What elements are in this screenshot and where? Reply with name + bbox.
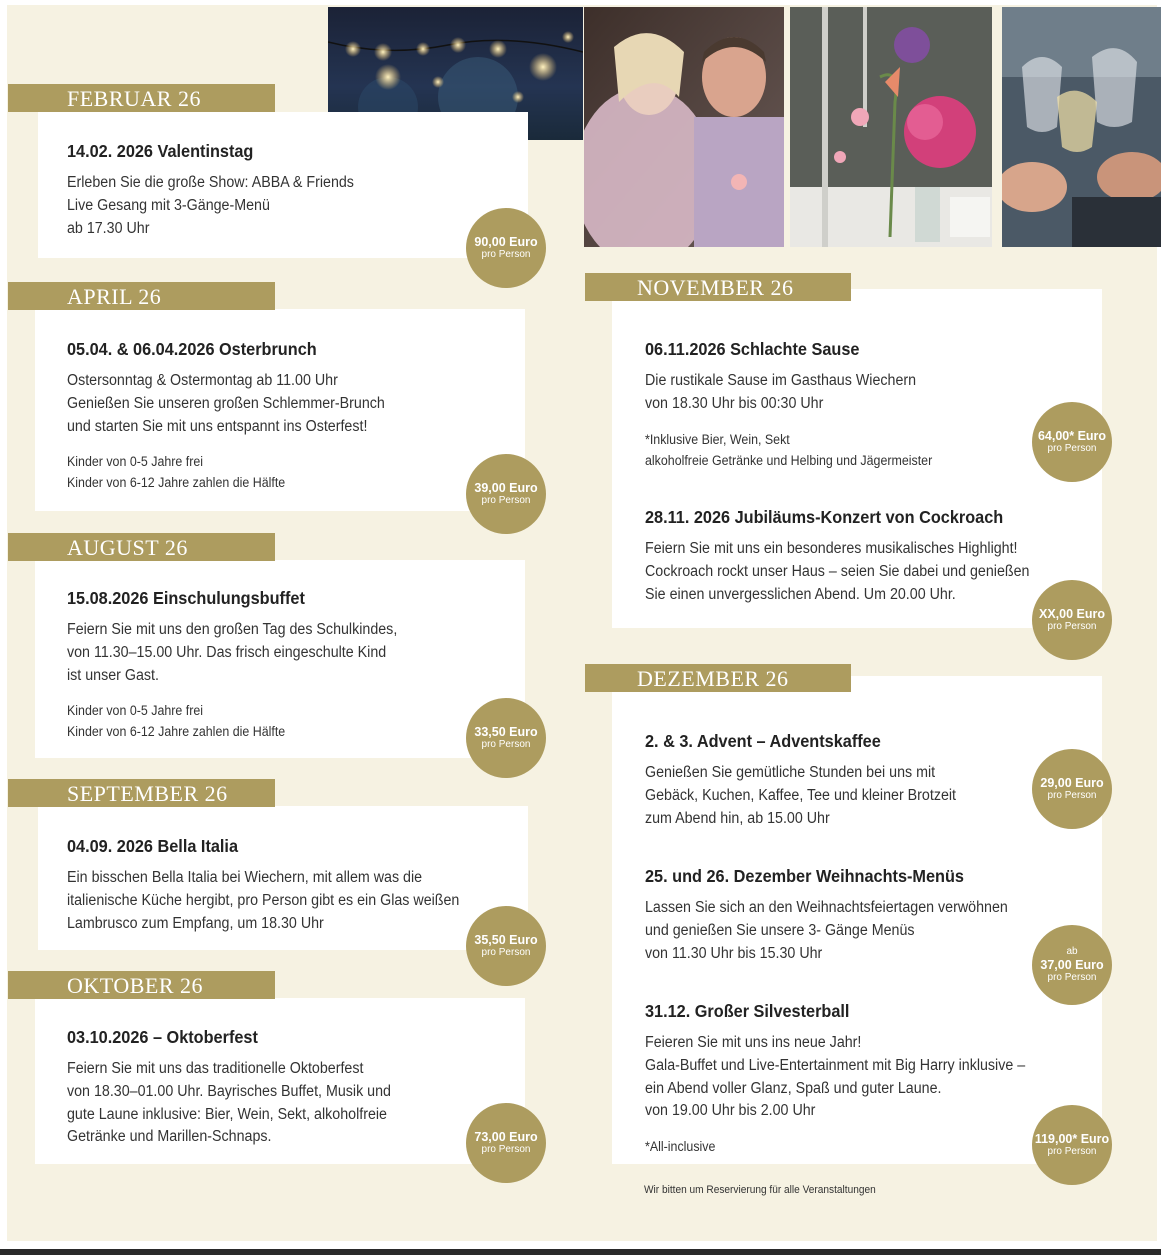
event-text: Lambrusco zum Empfang, um 18.30 Uhr bbox=[67, 914, 324, 932]
event-text: Die rustikale Sause im Gasthaus Wiechern bbox=[645, 372, 917, 389]
bottom-divider bbox=[0, 1249, 1161, 1255]
event-note: Kinder von 0-5 Jahre frei bbox=[67, 454, 204, 470]
price-badge-einschulungsbuffet bbox=[466, 698, 546, 778]
event-text: Gebäck, Kuchen, Kaffee, Tee und kleiner Brotzeit bbox=[645, 786, 957, 804]
event-title: 03.10.2026 – Oktoberfest bbox=[67, 1027, 258, 1047]
event-title: 2. & 3. Advent – Adventskaffee bbox=[645, 731, 881, 751]
month-banner-dezember: DEZEMBER 26 bbox=[585, 664, 851, 692]
price-amount: 29,00 Euro bbox=[1040, 776, 1104, 790]
event-title: 15.08.2026 Einschulungsbuffet bbox=[67, 588, 305, 608]
price-amount: 119,00* Euro bbox=[1034, 1132, 1110, 1146]
event-title: 25. und 26. Dezember Weihnachts-Menüs bbox=[645, 866, 964, 886]
event-valentinstag bbox=[67, 140, 379, 240]
month-banner-februar: FEBRUAR 26 bbox=[8, 84, 275, 112]
event-text: zum Abend hin, ab 15.00 Uhr bbox=[645, 809, 830, 827]
table-flowers-photo bbox=[790, 7, 992, 247]
event-text: und starten Sie mit uns entspannt ins Osterfest! bbox=[67, 417, 368, 435]
price-badge-silvesterball bbox=[1032, 1105, 1112, 1185]
price-per: pro Person bbox=[1047, 1146, 1097, 1157]
event-title: 31.12. Großer Silvesterball bbox=[645, 1001, 850, 1021]
price-amount: XX,00 Euro bbox=[1039, 607, 1105, 621]
event-note: alkoholfreie Getränke und Helbing und Jägermeister bbox=[645, 452, 933, 468]
event-osterbrunch bbox=[67, 338, 412, 493]
price-badge-bella-italia bbox=[466, 906, 546, 986]
event-text: Ein bisschen Bella Italia bei Wiechern, mit allem was die bbox=[67, 869, 423, 886]
event-text: Cockroach rockt unser Haus – seien Sie dabei und genießen bbox=[645, 562, 1030, 580]
price-amount: 35,50 Euro bbox=[474, 933, 538, 947]
price-per: pro Person bbox=[481, 495, 531, 506]
event-note: *All-inclusive bbox=[645, 1139, 716, 1155]
price-prefix: ab bbox=[1066, 946, 1078, 957]
price-amount: 64,00* Euro bbox=[1037, 429, 1107, 443]
event-title: 06.11.2026 Schlachte Sause bbox=[645, 339, 860, 359]
event-text: Feiern Sie mit uns das traditionelle Oktoberfest bbox=[67, 1060, 364, 1077]
month-banner-september: SEPTEMBER 26 bbox=[8, 779, 275, 807]
price-per: pro Person bbox=[481, 739, 531, 750]
event-text: Live Gesang mit 3-Gänge-Menü bbox=[67, 196, 270, 214]
event-silvesterball bbox=[645, 1000, 1058, 1157]
event-text: Feieren Sie mit uns ins neue Jahr! bbox=[645, 1034, 862, 1051]
month-banner-april: APRIL 26 bbox=[8, 282, 275, 310]
event-text: Lassen Sie sich an den Weihnachtsfeiertagen verwöhnen bbox=[645, 899, 1008, 916]
price-per: pro Person bbox=[1047, 790, 1097, 801]
event-text: ist unser Gast. bbox=[67, 666, 159, 684]
price-badge-weihnachts-menues bbox=[1032, 925, 1112, 1005]
event-text: und genießen Sie unsere 3- Gänge Menüs bbox=[645, 921, 915, 939]
event-text: von 19.00 Uhr bis 2.00 Uhr bbox=[645, 1102, 816, 1120]
price-badge-valentinstag bbox=[466, 208, 546, 288]
event-text: Genießen Sie unseren großen Schlemmer-Brunch bbox=[67, 394, 385, 412]
event-note: Kinder von 6-12 Jahre zahlen die Hälfte bbox=[67, 475, 286, 491]
price-per: pro Person bbox=[1047, 972, 1097, 983]
price-badge-adventskaffee bbox=[1032, 749, 1112, 829]
wedding-couple-photo bbox=[584, 7, 784, 247]
event-text: Getränke und Marillen-Schnaps. bbox=[67, 1128, 272, 1146]
event-note: Kinder von 6-12 Jahre zahlen die Hälfte bbox=[67, 724, 286, 740]
month-banner-oktober: OKTOBER 26 bbox=[8, 971, 275, 999]
price-per: pro Person bbox=[481, 249, 531, 260]
event-text: Ostersonntag & Ostermontag ab 11.00 Uhr bbox=[67, 372, 338, 389]
event-weihnachts-menues bbox=[645, 865, 1039, 965]
price-amount: 33,50 Euro bbox=[474, 725, 538, 739]
price-per: pro Person bbox=[481, 947, 531, 958]
event-text: ein Abend voller Glanz, Spaß und guter Laune. bbox=[645, 1079, 942, 1097]
price-per: pro Person bbox=[1047, 621, 1097, 632]
price-amount: 37,00 Euro bbox=[1040, 958, 1104, 972]
event-text: Sie einen unvergesslichen Abend. Um 20.00 Uhr. bbox=[645, 585, 956, 603]
event-title: 28.11. 2026 Jubiläums-Konzert von Cockroach bbox=[645, 507, 1004, 527]
month-banner-november: NOVEMBER 26 bbox=[585, 273, 851, 301]
price-badge-schlachte-sause bbox=[1032, 402, 1112, 482]
month-banner-august: AUGUST 26 bbox=[8, 533, 275, 561]
price-amount: 73,00 Euro bbox=[474, 1130, 538, 1144]
event-cockroach-konzert bbox=[645, 506, 1063, 606]
event-text: Erleben Sie die große Show: ABBA & Friends bbox=[67, 174, 354, 191]
event-adventskaffee bbox=[645, 730, 983, 830]
event-note: *Inklusive Bier, Wein, Sekt bbox=[645, 431, 790, 447]
event-note: Kinder von 0-5 Jahre frei bbox=[67, 703, 204, 719]
event-text: italienische Küche hergibt, pro Person gibt es ein Glas weißen bbox=[67, 891, 460, 909]
event-title: 04.09. 2026 Bella Italia bbox=[67, 836, 239, 856]
event-bella-italia bbox=[67, 835, 494, 935]
price-badge-oktoberfest bbox=[466, 1103, 546, 1183]
event-einschulungsbuffet bbox=[67, 587, 426, 742]
price-amount: 39,00 Euro bbox=[474, 481, 538, 495]
event-oktoberfest bbox=[67, 1026, 419, 1149]
price-badge-cockroach-konzert bbox=[1032, 580, 1112, 660]
event-text: von 18.30 Uhr bis 00:30 Uhr bbox=[645, 394, 824, 412]
event-text: ab 17.30 Uhr bbox=[67, 219, 150, 237]
event-text: von 11.30 Uhr bis 15.30 Uhr bbox=[645, 944, 823, 962]
event-title: 05.04. & 06.04.2026 Osterbrunch bbox=[67, 339, 317, 359]
event-text: Genießen Sie gemütliche Stunden bei uns mit bbox=[645, 764, 936, 781]
event-text: gute Laune inklusive: Bier, Wein, Sekt, alkoholfreie bbox=[67, 1105, 387, 1123]
price-badge-osterbrunch bbox=[466, 454, 546, 534]
event-text: Feiern Sie mit uns den großen Tag des Schulkindes, bbox=[67, 621, 398, 638]
event-text: von 11.30–15.00 Uhr. Das frisch eingeschulte Kind bbox=[67, 643, 387, 661]
event-text: Gala-Buffet und Live-Entertainment mit Big Harry inklusive – bbox=[645, 1056, 1026, 1074]
reservation-note: Wir bitten um Reservierung für alle Veranstaltungen bbox=[644, 1184, 876, 1196]
price-per: pro Person bbox=[1047, 443, 1097, 454]
event-text: von 18.30–01.00 Uhr. Bayrisches Buffet, Musik und bbox=[67, 1082, 391, 1100]
price-amount: 90,00 Euro bbox=[474, 235, 538, 249]
price-per: pro Person bbox=[481, 1144, 531, 1155]
event-schlachte-sause bbox=[645, 338, 957, 471]
event-text: Feiern Sie mit uns ein besonderes musikalisches Highlight! bbox=[645, 540, 1018, 557]
wine-toast-photo bbox=[1002, 7, 1161, 247]
event-title: 14.02. 2026 Valentinstag bbox=[67, 141, 254, 161]
